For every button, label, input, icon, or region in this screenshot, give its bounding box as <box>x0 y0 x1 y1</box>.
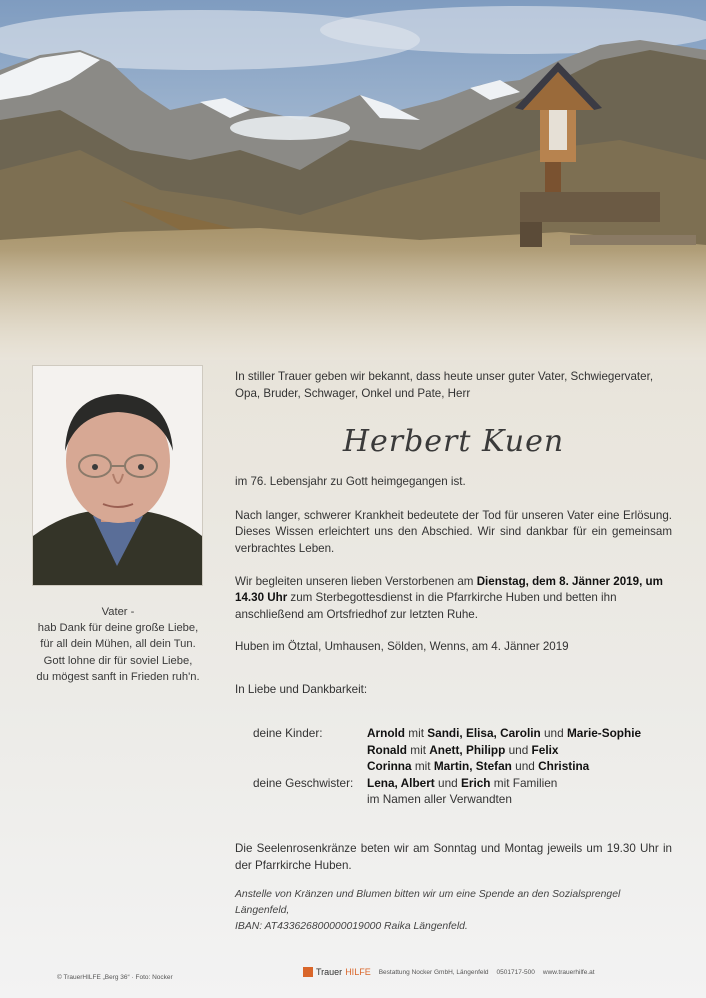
kinder-label: deine Kinder: <box>253 726 323 740</box>
connector: und <box>540 726 567 740</box>
rosary-text: Die Seelenrosenkränze beten wir am Sonntag und Montag jeweils um 19.30 Uhr in der Pfarrkirche Huben. <box>235 842 672 872</box>
grandchild-name: Felix <box>531 742 559 757</box>
grandchildren-names: Sandi, Elisa, Carolin <box>427 726 541 740</box>
main-text-column <box>235 369 672 699</box>
paragraph-relief: Nach langer, schwerer Krankheit bedeutete der Tod für unseren Vater eine Erlösung. Dieses Wissen erleichtert uns den Abschied. Wir sind dankbar für ein gemeinsam verbrachtes Leben. <box>235 508 672 555</box>
footer-copyright: © TrauerHILFE „Berg 36“ · Foto: Nocker <box>57 974 173 981</box>
connector: und <box>434 775 461 790</box>
family-list <box>253 725 641 808</box>
sibling-names: Lena, Albert <box>367 775 435 790</box>
family-row <box>253 758 641 775</box>
landscape-header-image <box>0 0 706 360</box>
poem-line: für all dein Mühen, all dein Tun. <box>40 638 196 651</box>
child-name: Corinna <box>367 759 412 774</box>
logo-text-accent: HILFE <box>345 967 371 977</box>
age-line: im 76. Lebensjahr zu Gott heimgegangen ist. <box>235 475 466 489</box>
funeral-time: um 14.30 Uhr <box>235 574 663 605</box>
love-line: In Liebe und Dankbarkeit: <box>235 682 368 696</box>
logo-mark-icon <box>303 967 313 977</box>
place-date: Huben im Ötztal, Umhausen, Sölden, Wenns, am 4. Jänner 2019 <box>235 640 569 654</box>
geschwister-label: deine Geschwister: <box>253 775 354 790</box>
connector: mit Familien <box>490 775 558 790</box>
memorial-poem <box>20 604 216 685</box>
rosary-block <box>235 841 672 874</box>
family-row <box>253 791 641 808</box>
connector: und <box>505 742 532 757</box>
poem-line: hab Dank für deine große Liebe, <box>37 622 199 635</box>
funeral-post: zum Sterbegottesdienst in die Pfarrkirche Huben und betten ihn anschließend am Ortsfriedhof zur letzten Ruhe. <box>235 591 617 621</box>
grandchild-name: Christina <box>538 759 590 774</box>
logo-text: Trauer <box>316 967 343 977</box>
website-link[interactable]: www.trauerhilfe.at <box>542 968 595 976</box>
deceased-name: Herbert Kuen <box>342 424 565 460</box>
family-row <box>253 725 641 742</box>
intro-text: In stiller Trauer geben wir bekannt, dass heute unser guter Vater, Schwiegervater, Opa, Bruder, Schwager, Onkel und Pate, Herr <box>235 370 654 400</box>
donation-note <box>235 887 672 935</box>
trauerhilfe-logo <box>303 967 371 977</box>
connector: mit <box>405 726 428 740</box>
connector: und <box>511 759 539 774</box>
child-name: Ronald <box>367 742 407 757</box>
relatives-line: im Namen aller Verwandten <box>367 792 512 807</box>
portrait-photo <box>33 366 202 585</box>
connector: mit <box>406 742 430 757</box>
company-name: Bestattung Nocker GmbH, Längenfeld <box>378 968 489 976</box>
poem-line: Gott lohne dir für soviel Liebe, <box>43 654 193 667</box>
grandchild-name: Marie-Sophie <box>566 726 642 740</box>
poem-line: du mögest sanft in Frieden ruh'n. <box>36 670 200 683</box>
connector: mit <box>411 759 434 774</box>
family-row <box>253 742 641 759</box>
donation-line: Anstelle von Kränzen und Blumen bitten wir um eine Spende an den Sozialsprengel Längenfeld, <box>235 889 621 916</box>
funeral-date: Dienstag, dem 8. Jänner 2019, <box>476 574 643 588</box>
donation-iban: IBAN: AT433626800000019000 Raika Längenfeld. <box>235 921 468 932</box>
footer-company <box>303 967 595 977</box>
child-name: Arnold <box>367 726 406 740</box>
phone-number: 0501717-500 <box>496 968 535 976</box>
funeral-pre: Wir begleiten unseren lieben Verstorbenen am <box>235 574 477 588</box>
poem-line: Vater - <box>101 606 135 618</box>
grandchildren-names: Martin, Stefan <box>433 759 512 774</box>
sibling-name: Erich <box>460 775 491 790</box>
grandchildren-names: Anett, Philipp <box>429 742 506 757</box>
family-row <box>253 775 641 792</box>
funeral-details <box>235 574 672 624</box>
